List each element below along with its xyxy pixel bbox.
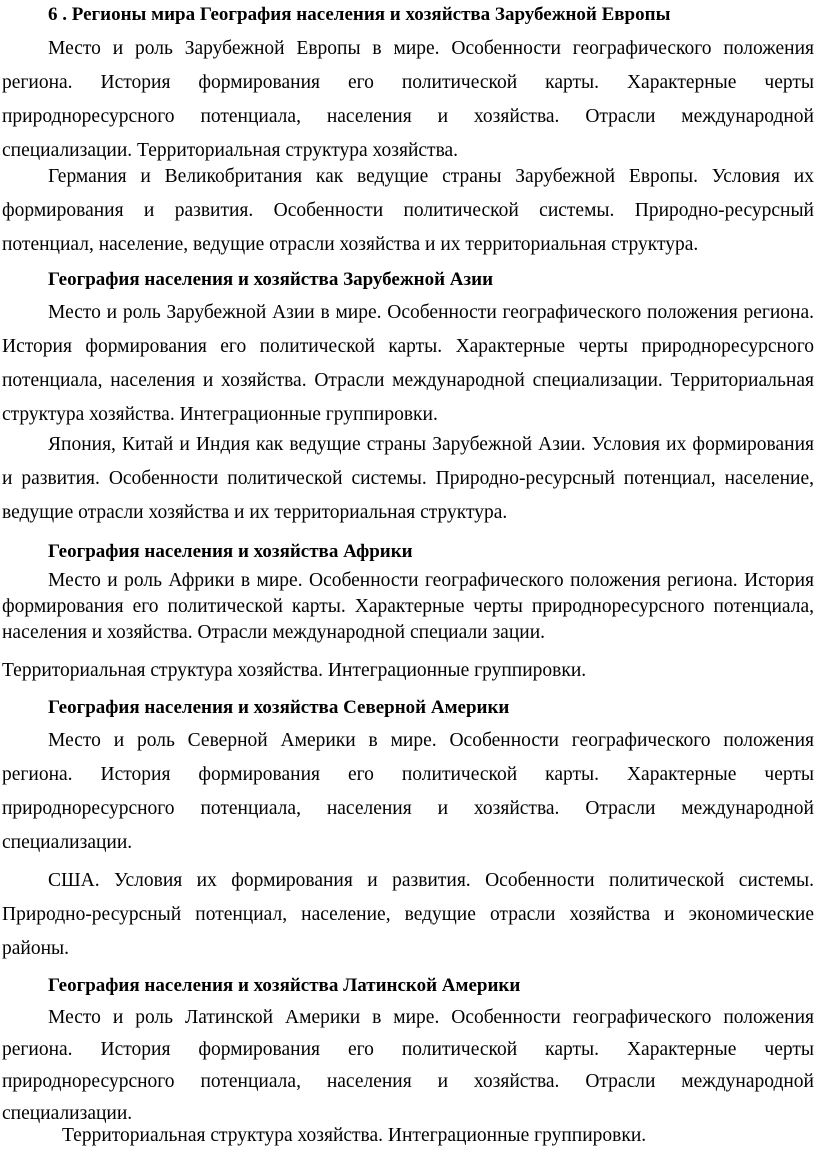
section-heading-europe: 6 . Регионы мира География населения и хозяйства Зарубежной Европы: [48, 4, 671, 25]
paragraph-europe-overview: Место и роль Зарубежной Европы в мире. Особенности географического положения региона. История формирования его политической карты. Характерные черты природноресурсного потенциала, населения и хозяйства. Отрасли международной специализации. Территориальная структура хозяйства.: [2, 38, 814, 161]
section-heading-north-america: География населения и хозяйства Северной Америки: [48, 697, 510, 718]
section-heading-latin-america: География населения и хозяйства Латинской Америки: [48, 975, 521, 996]
paragraph-asia-overview: Место и роль Зарубежной Азии в мире. Особенности географического положения региона. История формирования его политической карты. Характерные черты природноресурсного потенциала, населения и хозяйства. Отрасли международной специализации. Территориальная структура хозяйства. Интеграционные группировки.: [2, 302, 814, 425]
paragraph-latin-america-structure: Территориальная структура хозяйства. Интеграционные группировки.: [62, 1125, 647, 1146]
paragraph-usa: США. Условия их формирования и развития. Особенности политической системы. Природно-ресурсный потенциал, население, ведущие отрасли хозяйства и экономические районы.: [2, 870, 814, 959]
paragraph-latin-america-overview: Место и роль Латинской Америки в мире. Особенности географического положения региона. История формирования его политической карты. Характерные черты природноресурсного потенциала, населения и хозяйства. Отрасли международной специализации.: [2, 1007, 814, 1124]
paragraph-africa-structure: Территориальная структура хозяйства. Интеграционные группировки.: [2, 660, 587, 681]
paragraph-asia-countries: Япония, Китай и Индия как ведущие страны Зарубежной Азии. Условия их формирования и развития. Особенности политической системы. Природно-ресурсный потенциал, население, ведущие отрасли хозяйства и их территориальная структура.: [2, 434, 814, 523]
paragraph-europe-countries: Германия и Великобритания как ведущие страны Зарубежной Европы. Условия их формирования и развития. Особенности политической системы. Природно-ресурсный потенциал, население, ведущие отрасли хозяйства и их территориальная структура.: [2, 166, 814, 255]
paragraph-africa-overview: Место и роль Африки в мире. Особенности географического положения региона. История формирования его политической карты. Характерные черты природноресурсного потенциала, населения и хозяйства. Отрасли международной специали зации.: [2, 570, 814, 643]
section-heading-africa: География населения и хозяйства Африки: [48, 541, 413, 562]
section-heading-asia: География населения и хозяйства Зарубежной Азии: [48, 269, 494, 290]
paragraph-north-america-overview: Место и роль Северной Америки в мире. Особенности географического положения региона. История формирования его политической карты. Характерные черты природноресурсного потенциала, населения и хозяйства. Отрасли международной специализации.: [2, 730, 814, 853]
